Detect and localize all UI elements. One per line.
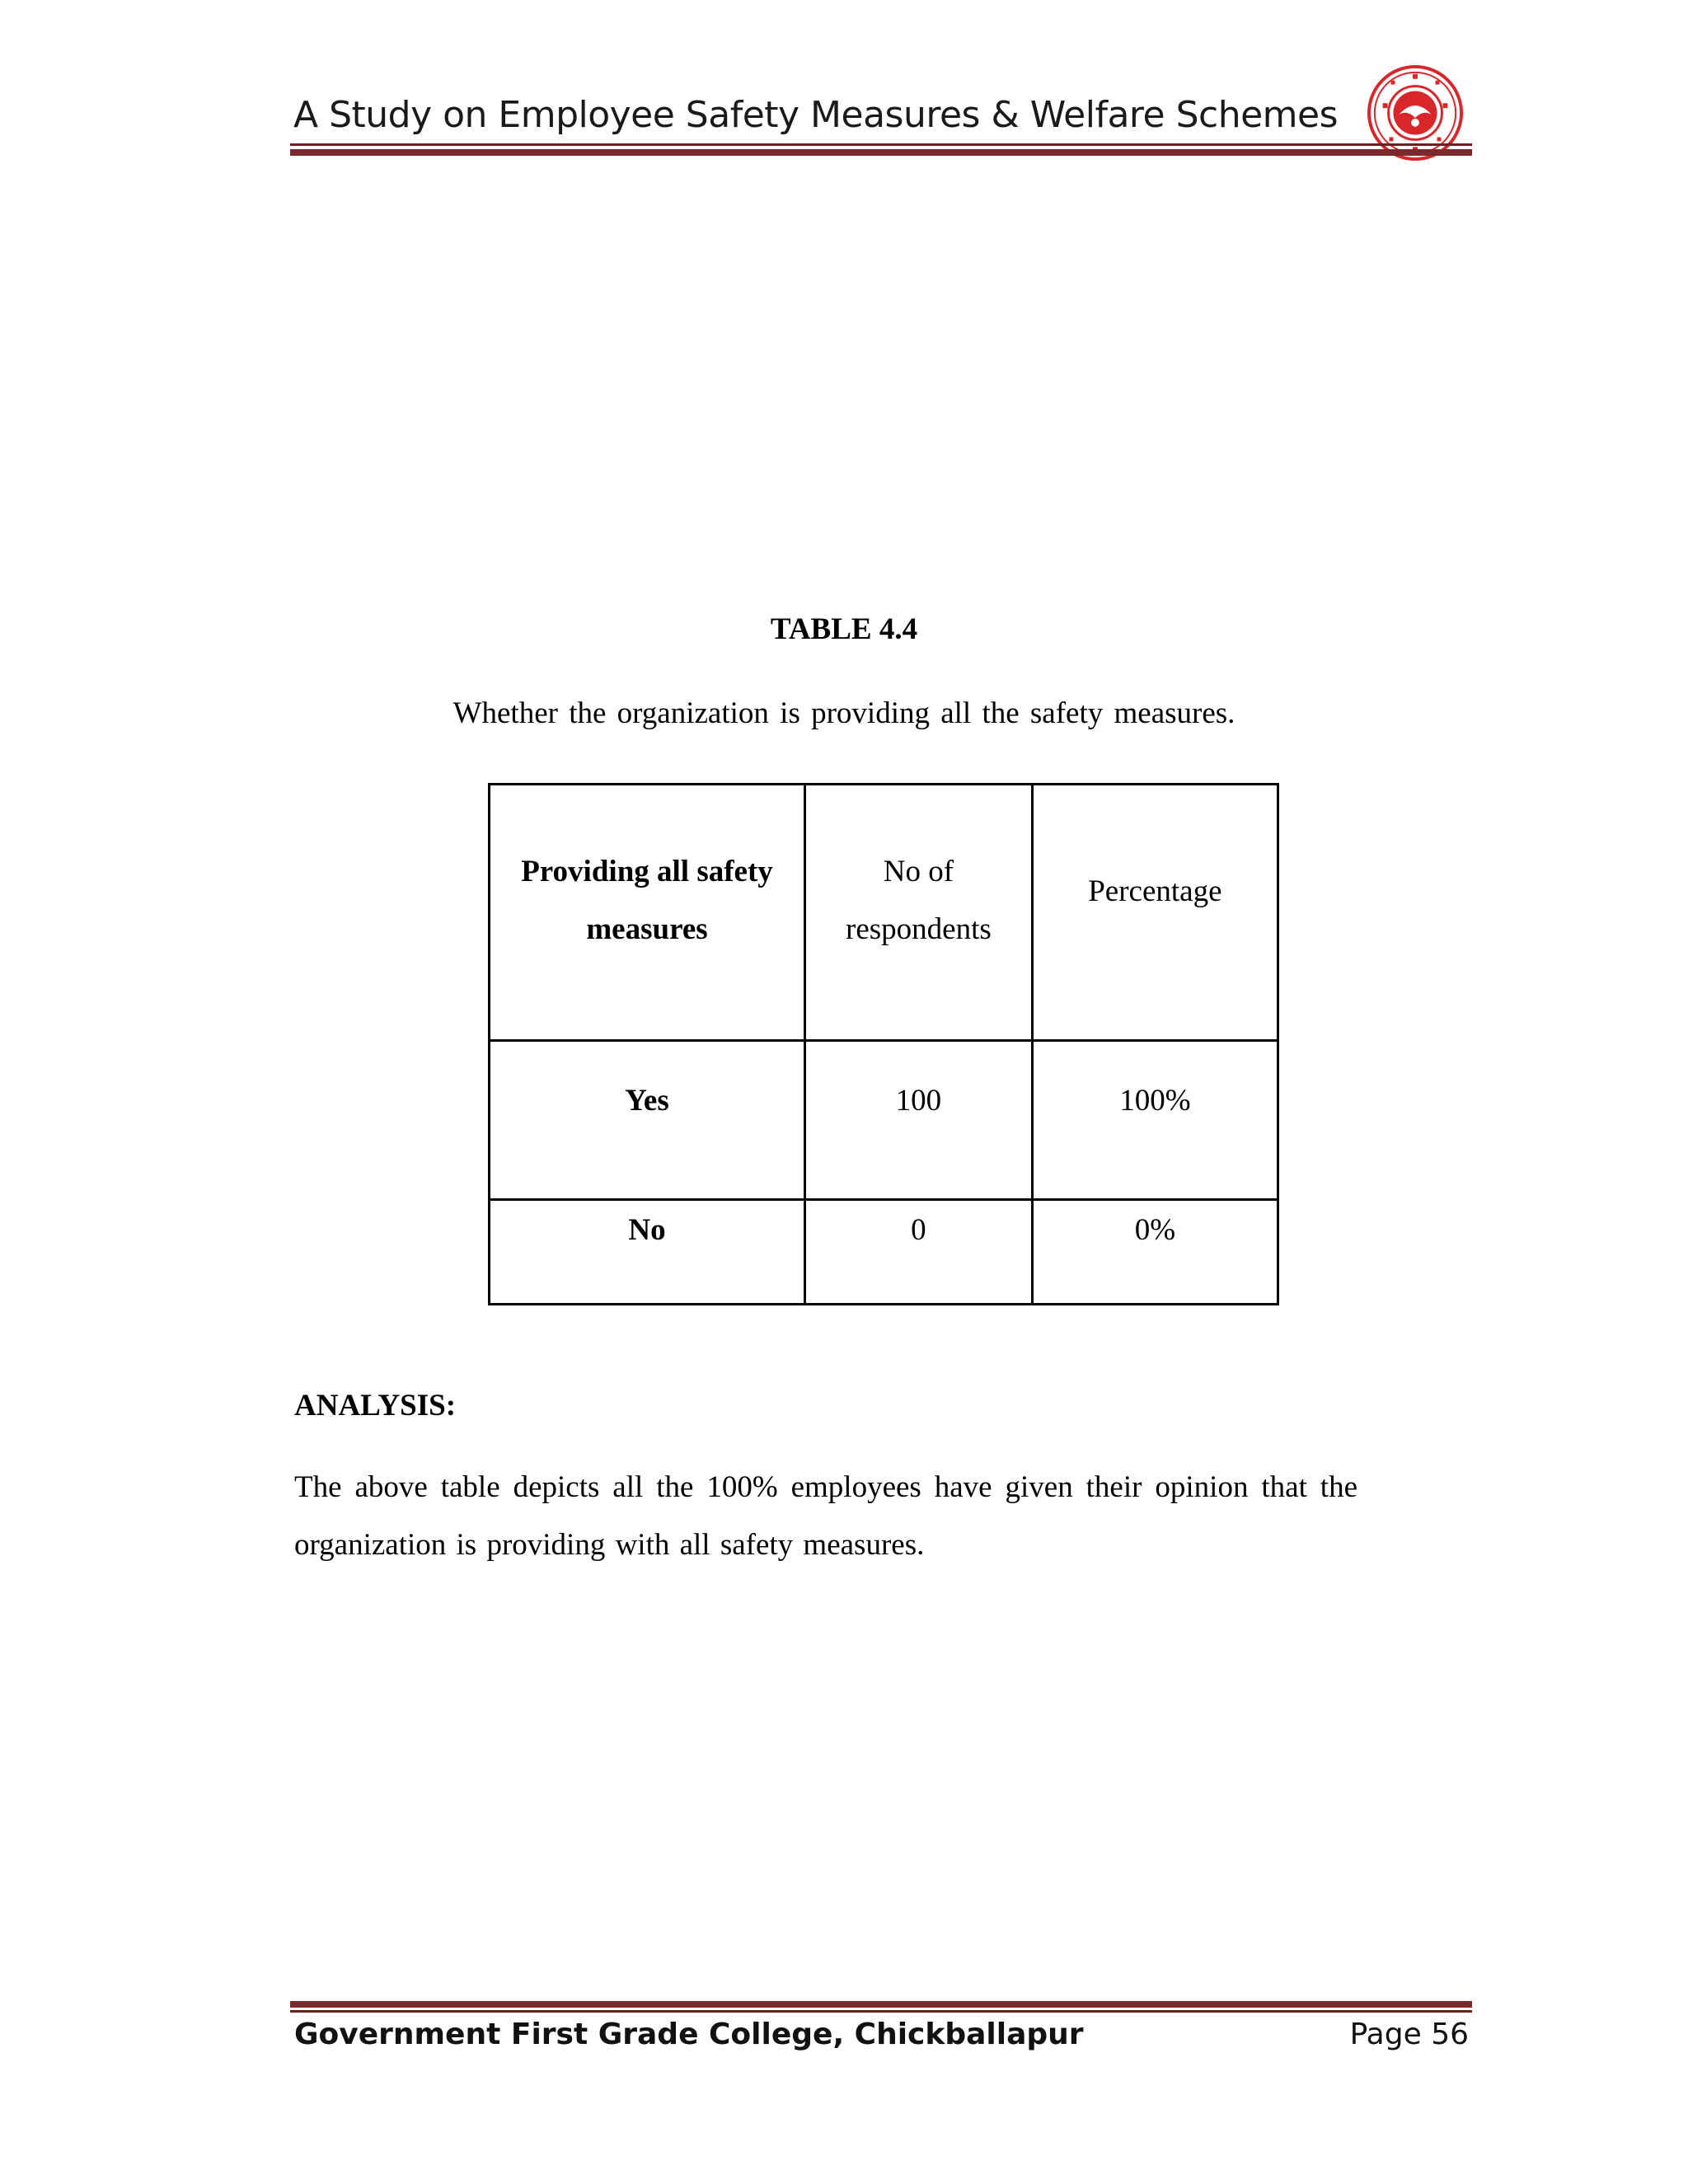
footer-page-number: Page 56 xyxy=(1349,2018,1469,2051)
header-providing-text xyxy=(490,785,804,958)
header-percentage-text: Percentage xyxy=(1088,874,1222,908)
respondents-cell xyxy=(805,1200,1033,1305)
header-cell-respondents xyxy=(805,785,1033,1041)
row-label: No xyxy=(628,1213,666,1247)
respondents-value: 0 xyxy=(911,1213,926,1247)
respondents-value: 100 xyxy=(895,1084,942,1118)
row-label-cell xyxy=(490,1041,805,1200)
table-row xyxy=(490,1200,1278,1305)
percentage-value: 0% xyxy=(1134,1213,1176,1247)
table-caption: TABLE 4.4 xyxy=(770,612,918,646)
percentage-cell xyxy=(1032,1041,1278,1200)
header-respondents-line1: No of xyxy=(883,855,954,888)
row-label-cell xyxy=(490,1200,805,1305)
header-providing-line2: measures xyxy=(586,912,708,946)
table-row xyxy=(490,1041,1278,1200)
header-rule-thick xyxy=(290,149,1472,156)
table-header-row xyxy=(490,785,1278,1041)
header-title: A Study on Employee Safety Measures & Welfare Schemes xyxy=(293,94,1339,136)
data-table xyxy=(488,783,1279,1305)
respondents-cell xyxy=(805,1041,1033,1200)
header-respondents-line2: respondents xyxy=(846,912,992,946)
header-providing-line1: Providing all safety xyxy=(521,855,773,888)
header-cell-providing xyxy=(490,785,805,1041)
header-cell-percentage xyxy=(1032,785,1278,1041)
table-subtitle: Whether the organization is providing all the safety measures. xyxy=(452,696,1236,730)
footer-rule-thin xyxy=(290,2010,1472,2013)
row-label: Yes xyxy=(625,1084,669,1118)
analysis-heading: ANALYSIS: xyxy=(294,1389,457,1422)
header-respondents-text xyxy=(806,785,1031,958)
percentage-cell xyxy=(1032,1200,1278,1305)
header-rule-thin xyxy=(290,143,1472,146)
analysis-body: The above table depicts all the 100% employees have given their opinion that the organization is providing with all safety measures. xyxy=(294,1470,1357,1562)
percentage-value: 100% xyxy=(1119,1084,1191,1118)
footer-college: Government First Grade College, Chickballapur xyxy=(294,2018,1084,2051)
ksrtc-logo-icon xyxy=(1367,64,1464,162)
footer-rule-thick xyxy=(290,2001,1472,2008)
